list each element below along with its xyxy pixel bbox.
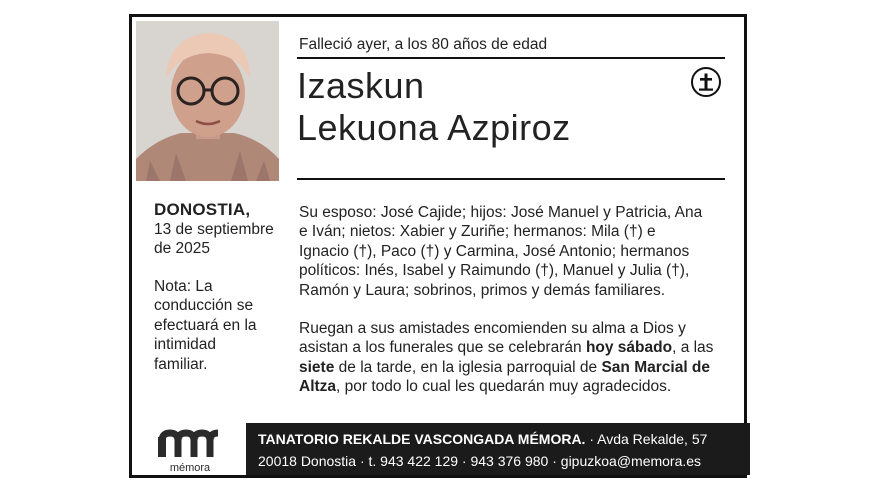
- funeral-text: de la tarde, en la iglesia parroquial de: [334, 358, 602, 376]
- obituary-card: [129, 14, 747, 478]
- footer-line-1: [258, 431, 707, 447]
- note-line: conducción se: [154, 297, 254, 315]
- christian-cross-icon: [691, 67, 721, 97]
- family-line: Ramón y Laura; sobrinos, primos y demás familiares.: [299, 281, 666, 299]
- city: DONOSTIA,: [154, 200, 251, 219]
- footer-contact: 20018 Donostia · t. 943 422 129 · 943 376 980 · gipuzkoa@memora.es: [258, 453, 702, 469]
- note-line: intimidad: [154, 336, 217, 354]
- family-line: e Iván; nietos: Xabier y Zuriñe; hermanos: Mila (†) e: [299, 223, 656, 241]
- deceased-first-name: Izaskun: [297, 65, 425, 106]
- funeral-text: , por todo lo cual les quedarán muy agradecidos.: [336, 378, 672, 396]
- funeral-line: Ruegan a sus amistades encomienden su alma a Dios y: [299, 320, 686, 337]
- note-line: efectuará en la: [154, 316, 257, 334]
- family-paragraph: [299, 203, 727, 300]
- family-line: Su esposo: José Cajide; hijos: José Manuel y Patricia, Ana: [299, 204, 703, 221]
- funeral-home-footer: [246, 423, 750, 475]
- date-line-2: de 2025: [154, 240, 211, 257]
- funeral-home-address: · Avda Rekalde, 57: [585, 431, 708, 447]
- place-and-date: [154, 200, 284, 258]
- portrait-photo: [136, 21, 279, 181]
- deceased-surnames: Lekuona Azpiroz: [297, 107, 571, 148]
- portrait-image: [136, 21, 279, 181]
- family-line: políticos: Inés, Isabel y Raimundo (†), Manuel y Julia (†),: [299, 262, 690, 280]
- note-line: Nota: La: [154, 278, 213, 295]
- top-rule: [297, 57, 725, 59]
- death-notice-lead: Falleció ayer, a los 80 años de edad: [299, 36, 548, 53]
- church-name-cont: Altza: [299, 378, 337, 396]
- memora-logo-mark: [136, 423, 244, 475]
- funeral-paragraph: [299, 319, 727, 397]
- note: [154, 277, 274, 374]
- memora-logo: [136, 423, 244, 475]
- note-line: familiar.: [154, 355, 208, 373]
- funeral-text: , a las: [672, 339, 714, 357]
- funeral-day: hoy sábado: [585, 339, 673, 357]
- funeral-hour: siete: [299, 358, 335, 376]
- logo-text: mémora: [169, 462, 211, 474]
- date-line-1: 13 de septiembre: [154, 221, 274, 238]
- family-line: Ignacio (†), Paco (†) y Carmina, José Antonio; hermanos: [299, 242, 690, 260]
- funeral-text: asistan a los funerales que se celebrarán: [299, 339, 586, 357]
- funeral-home-name: TANATORIO REKALDE VASCONGADA MÉMORA.: [258, 431, 586, 447]
- church-name: San Marcial de: [601, 358, 711, 376]
- name-underline: [297, 178, 725, 180]
